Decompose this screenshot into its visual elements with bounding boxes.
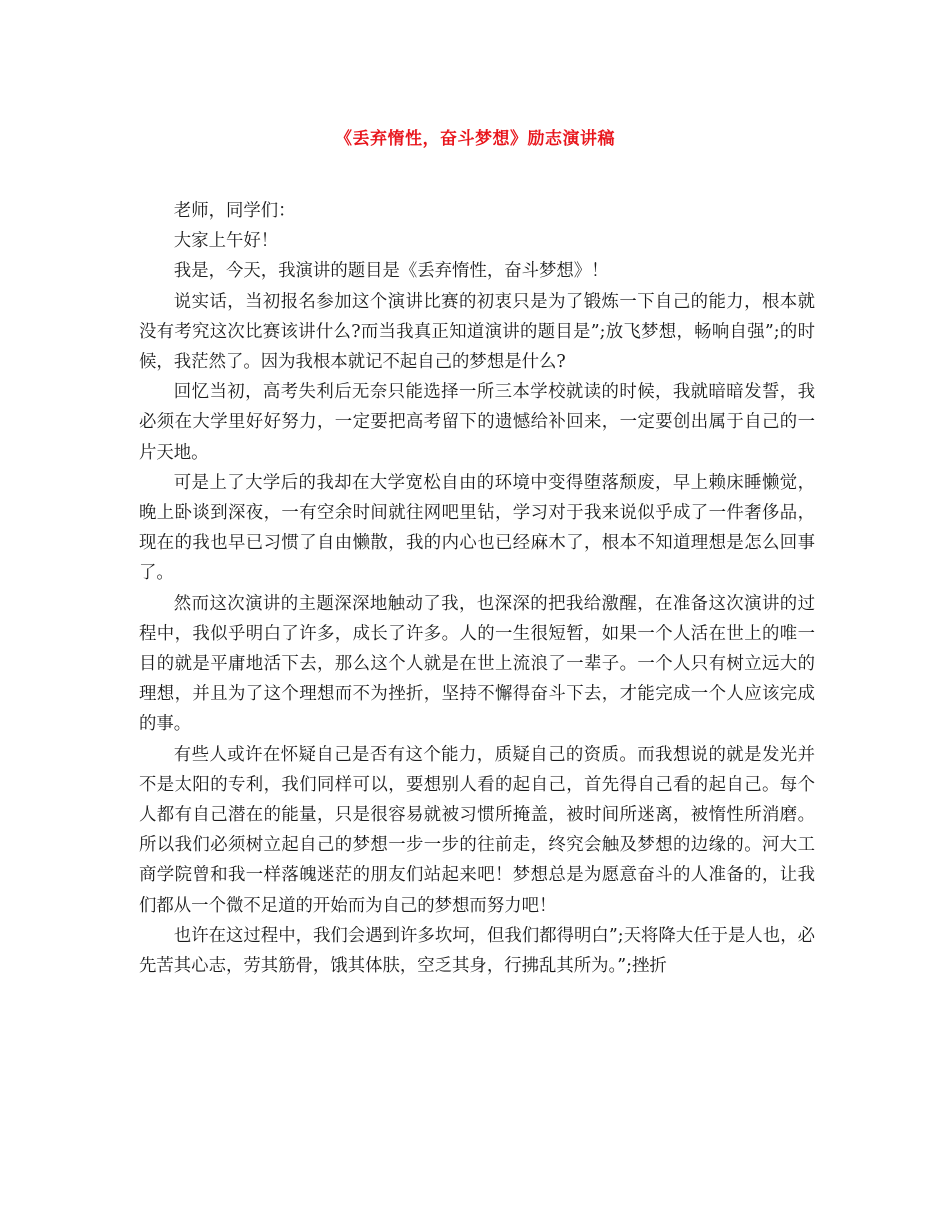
speech-body [139, 196, 815, 981]
paragraph: 然而这次演讲的主题深深地触动了我，也深深的把我给激醒，在准备这次演讲的过程中，我似乎明白了许多，成长了许多。人的一生很短暂，如果一个人活在世上的唯一目的就是平庸地活下去，那么这个人就是在世上流浪了一辈子。一个人只有树立远大的理想，并且为了这个理想而不为挫折，坚持不懈得奋斗下去，才能完成一个人应该完成的事。 [139, 593, 815, 735]
paragraph: 可是上了大学后的我却在大学宽松自由的环境中变得堕落颓废，早上赖床睡懒觉，晚上卧谈到深夜，一有空余时间就往网吧里钻，学习对于我来说似乎成了一件奢侈品，现在的我也早已习惯了自由懒散，我的内心也已经麻木了，根本不知道理想是怎么回事了。 [139, 472, 815, 584]
paragraph-greeting: 老师，同学们： [173, 201, 296, 221]
page-title: 《丢弃惰性，奋斗梦想》励志演讲稿 [335, 129, 615, 149]
paragraph: 说实话，当初报名参加这个演讲比赛的初衷只是为了锻炼一下自己的能力，根本就没有考究这次比赛该讲什么?而当我真正知道演讲的题目是”;放飞梦想，畅响自强”;的时候，我茫然了。因为我根本就记不起自己的梦想是什么? [139, 291, 815, 373]
paragraph: 回忆当初，高考失利后无奈只能选择一所三本学校就读的时候，我就暗暗发誓，我必须在大学里好好努力，一定要把高考留下的遗憾给补回来，一定要创出属于自己的一片天地。 [139, 382, 815, 463]
paragraph-good-morning: 大家上午好！ [173, 231, 279, 252]
paragraph-topic: 我是，今天，我演讲的题目是《丢弃惰性，奋斗梦想》！ [173, 261, 609, 282]
paragraph: 有些人或许在怀疑自己是否有这个能力，质疑自己的资质。而我想说的就是发光并不是太阳的专利，我们同样可以，要想别人看的起自己，首先得自己看的起自己。每个人都有自己潜在的能量，只是很容易就被习惯所掩盖，被时间所迷离，被惰性所消磨。所以我们必须树立起自己的梦想一步一步的往前走，终究会触及梦想的边缘的。河大工商学院曾和我一样落魄迷茫的朋友们站起来吧！梦想总是为愿意奋斗的人准备的，让我们都从一个微不足道的开始而为自己的梦想而努力吧！ [139, 744, 815, 916]
paragraph: 也许在这过程中，我们会遇到许多坎坷，但我们都得明白”;天将降大任于是人也，必先苦其心志，劳其筋骨，饿其体肤，空乏其身，行拂乱其所为。”;挫折 [139, 925, 815, 977]
